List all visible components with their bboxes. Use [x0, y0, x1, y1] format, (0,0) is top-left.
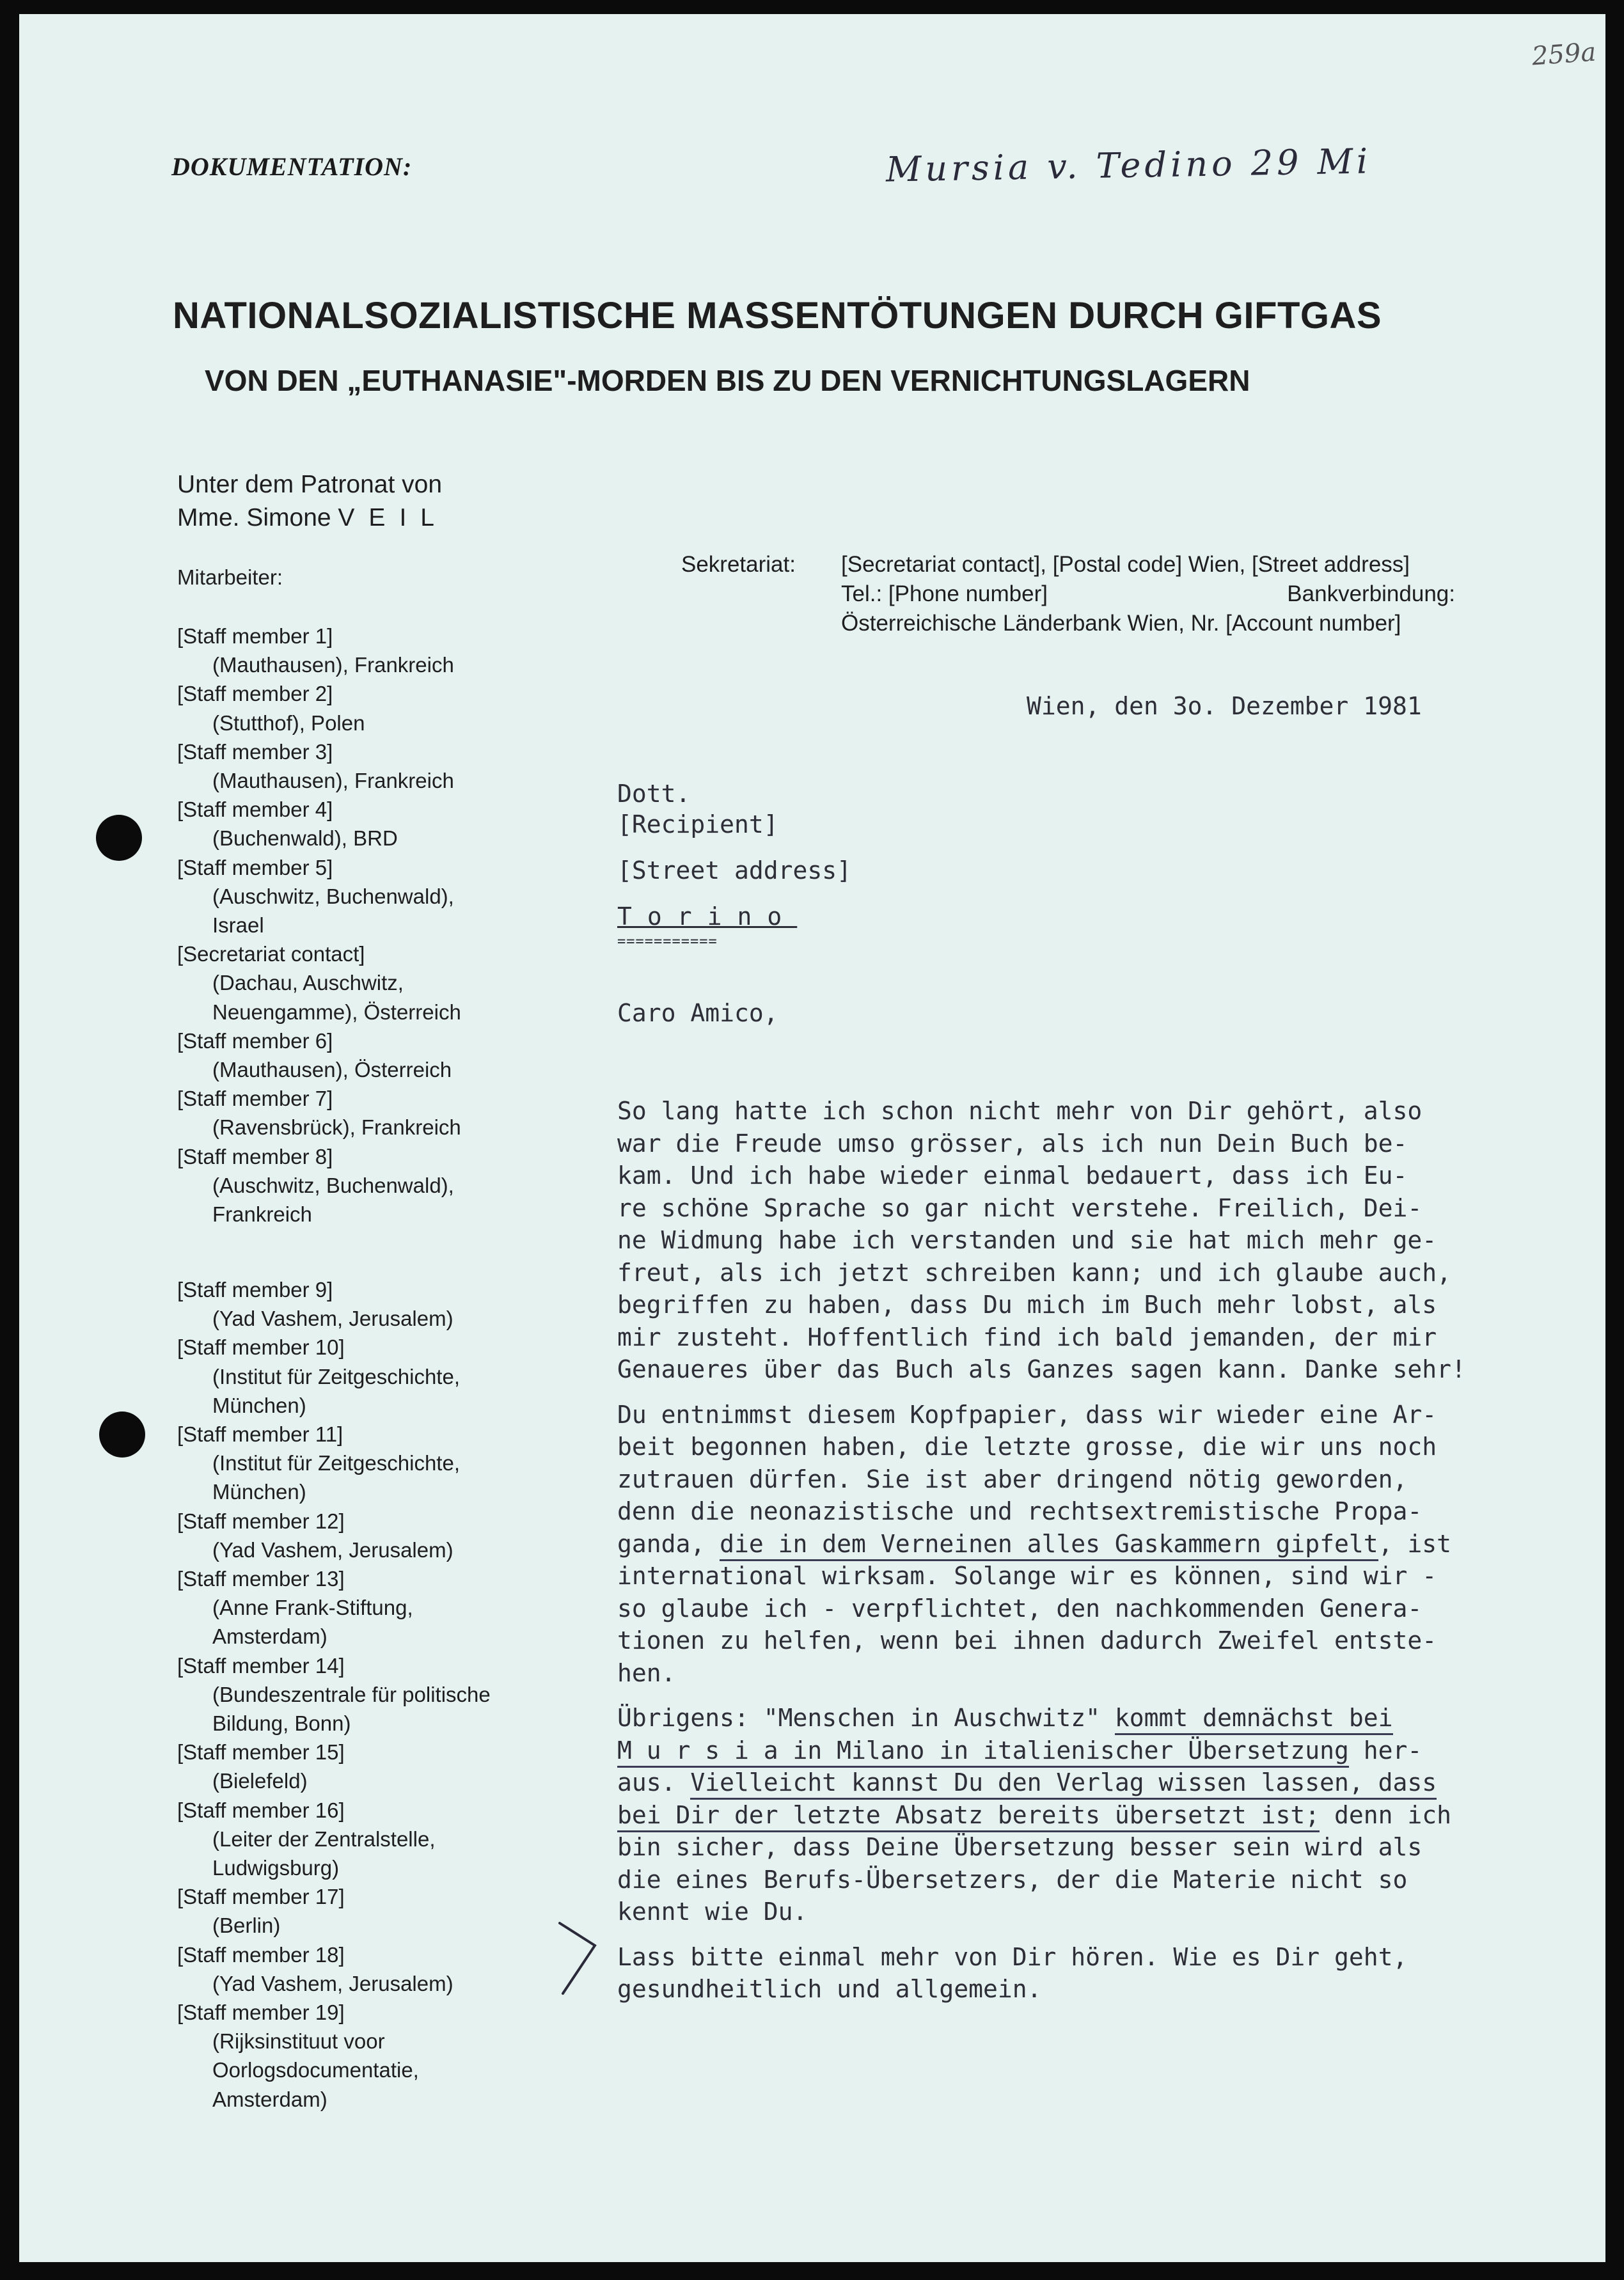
p2-line: , ist [1378, 1529, 1452, 1558]
collaborator-name: [Staff member 19] [177, 2001, 345, 2025]
p2-line: so glaube ich - verpflichtet, den nachkommenden Genera- [617, 1594, 1423, 1623]
collaborator-entry [177, 1564, 491, 1651]
collaborator-detail: (Bielefeld) [212, 1769, 308, 1793]
collaborator-entry [177, 1026, 461, 1084]
p1-line: mir zusteht. Hoffentlich find ich bald jemanden, der mir [617, 1323, 1437, 1351]
margin-check-mark [556, 1917, 601, 2000]
collaborators-label: Mitarbeiter: [177, 565, 283, 589]
collaborator-detail: Amsterdam) [212, 2087, 327, 2111]
salutation: Caro Amico, [617, 999, 778, 1027]
collaborator-detail: (Ravensbrück), Frankreich [212, 1115, 461, 1140]
letterhead-title: NATIONALSOZIALISTISCHE MASSENTÖTUNGEN DURCH GIFTGAS [173, 295, 1382, 336]
collaborator-name: [Staff member 9] [177, 1278, 333, 1301]
paragraph-4 [617, 1941, 1570, 2006]
collaborator-detail: Neuengamme), Österreich [212, 1000, 461, 1024]
p1-line: freut, als ich jetzt schreiben kann; und ich glaube auch, [617, 1258, 1452, 1287]
collaborator-detail: (Berlin) [212, 1914, 281, 1938]
collaborator-entry [177, 795, 461, 853]
p3-line: kennt wie Du. [617, 1898, 808, 1926]
collaborator-detail: München) [212, 1480, 306, 1504]
patron-surname: VEIL [338, 504, 448, 531]
secretariat-details [841, 550, 1455, 638]
paragraph-2 [617, 1399, 1570, 1690]
collaborator-detail: (Auschwitz, Buchenwald), [212, 1173, 454, 1197]
collaborator-entry [177, 1420, 491, 1507]
collaborator-entry [177, 1796, 491, 1883]
p3-line: denn ich [1320, 1800, 1452, 1829]
bank-label: Bankverbindung: [1287, 581, 1455, 606]
collaborator-detail: (Mauthausen), Österreich [212, 1058, 452, 1082]
page-number: 259a [1531, 37, 1597, 72]
p1-line: kam. Und ich habe wieder einmal bedauert, dass ich Eu- [617, 1161, 1408, 1190]
secretariat-phone: Tel.: [Phone number] [841, 581, 1048, 606]
p2-line: tionen zu helfen, wenn bei ihnen dadurch Zweifel entste- [617, 1626, 1437, 1655]
p1-line: Genaueres über das Buch als Ganzes sagen kann. Danke sehr! [617, 1355, 1466, 1383]
collaborator-detail: (Auschwitz, Buchenwald), [212, 884, 454, 908]
collaborator-name: [Staff member 14] [177, 1653, 345, 1678]
collaborator-entry [177, 1651, 491, 1738]
collaborator-detail: Oorlogsdocumentatie, [212, 2058, 419, 2082]
collaborator-name: [Staff member 10] [177, 1335, 345, 1360]
paragraph-3 [617, 1702, 1570, 1928]
collaborator-name: [Staff member 17] [177, 1885, 345, 1909]
collaborator-name: [Staff member 13] [177, 1567, 345, 1591]
collaborator-entry [177, 679, 461, 737]
p4-line: Lass bitte einmal mehr von Dir hören. Wie es Dir geht, [617, 1942, 1408, 1971]
collaborator-detail: (Anne Frank-Stiftung, [212, 1596, 413, 1620]
secretariat-address: [Secretariat contact], [Postal code] Wien, [Street address] [841, 552, 1410, 577]
collaborator-entry [177, 1738, 491, 1795]
collaborator-name: [Staff member 18] [177, 1942, 345, 1967]
letter-date: Wien, den 3o. Dezember 1981 [1027, 692, 1422, 720]
p2-line: Du entnimmst diesem Kopfpapier, dass wir wieder eine Ar- [617, 1400, 1437, 1429]
letter-sheet [19, 14, 1605, 2262]
collaborator-entry [177, 940, 461, 1026]
collaborator-entry [177, 1142, 461, 1229]
secretariat-phone-line [841, 579, 1455, 609]
underlined-gas-chamber-denial: die in dem Verneinen alles Gaskammern gipfelt [720, 1530, 1378, 1561]
p2-line: international wirksam. Solange wir es können, sind wir - [617, 1562, 1437, 1590]
p4-line: gesundheitlich und allgemein. [617, 1975, 1042, 2003]
recipient-title: Dott. [617, 780, 691, 808]
collaborators-list-2 [177, 1275, 491, 2114]
collaborator-name: [Staff member 8] [177, 1144, 333, 1168]
collaborator-name: [Secretariat contact] [177, 942, 365, 966]
letter-body [617, 1095, 1570, 2018]
bank-details: Österreichische Länderbank Wien, Nr. [Account number] [841, 611, 1401, 636]
p1-line: So lang hatte ich schon nicht mehr von Dir gehört, also [617, 1097, 1423, 1125]
underlined-request: bei Dir der letzte Absatz bereits übersetzt ist; [617, 1801, 1320, 1832]
p2-line: ganda, [617, 1529, 720, 1558]
underlined-request: Vielleicht kannst Du den Verlag wissen lassen, dass [690, 1768, 1437, 1800]
collaborator-detail: (Yad Vashem, Jerusalem) [212, 1307, 453, 1331]
p3-line: die eines Berufs-Übersetzers, der die Materie nicht so [617, 1865, 1408, 1894]
recipient-address [617, 778, 851, 957]
recipient-city: Torino [617, 902, 798, 931]
collaborator-detail: Ludwigsburg) [212, 1856, 340, 1880]
handwritten-note: Mursia v. Tedino 29 Mi [885, 141, 1372, 190]
underlined-publisher-note: kommt demnächst bei [1115, 1704, 1393, 1735]
collaborator-name: [Staff member 4] [177, 798, 333, 822]
collaborator-detail: (Yad Vashem, Jerusalem) [212, 1537, 453, 1562]
collaborator-entry [177, 1333, 491, 1420]
p2-line: hen. [617, 1658, 676, 1687]
paragraph-1 [617, 1095, 1570, 1386]
bank-line [841, 609, 1455, 638]
patronage-line: Unter dem Patronat von [177, 471, 443, 498]
secretariat-address-line [841, 550, 1455, 579]
collaborator-detail: (Institut für Zeitgeschichte, [212, 1364, 460, 1388]
collaborator-entry [177, 1275, 491, 1333]
collaborator-detail: (Bundeszentrale für politische [212, 1682, 491, 1706]
collaborator-entry [177, 1940, 491, 1998]
collaborator-detail: Bildung, Bonn) [212, 1711, 351, 1736]
collaborator-name: [Staff member 15] [177, 1740, 345, 1765]
p2-line: zutrauen dürfen. Sie ist aber dringend nötig geworden, [617, 1465, 1408, 1493]
collaborator-detail: (Institut für Zeitgeschichte, [212, 1451, 460, 1475]
collaborator-name: [Staff member 16] [177, 1798, 345, 1822]
recipient-name: [Recipient] [617, 810, 778, 838]
collaborator-detail: (Dachau, Auschwitz, [212, 971, 404, 995]
recipient-street: [Street address] [617, 856, 852, 884]
patron-prefix: Mme. Simone [177, 504, 331, 531]
p1-line: ne Widmung habe ich verstanden und sie hat mich mehr ge- [617, 1226, 1437, 1254]
collaborator-detail: (Stutthof), Polen [212, 711, 365, 735]
collaborator-entry [177, 1084, 461, 1142]
city-double-underline: =========== [617, 934, 718, 950]
collaborator-entry [177, 1998, 491, 2114]
collaborator-entry [177, 737, 461, 795]
collaborator-detail: Amsterdam) [212, 1624, 327, 1649]
collaborator-entry [177, 853, 461, 940]
p3-line: aus. [617, 1768, 691, 1796]
collaborator-detail: München) [212, 1393, 306, 1417]
collaborator-detail: Frankreich [212, 1202, 312, 1227]
documentation-label: DOKUMENTATION: [171, 152, 413, 181]
collaborator-name: [Staff member 2] [177, 682, 333, 706]
p3-line: bin sicher, dass Deine Übersetzung besser sein wird als [617, 1833, 1423, 1861]
collaborator-detail: (Rijksinstituut voor [212, 2029, 385, 2054]
collaborator-detail: (Buchenwald), BRD [212, 826, 398, 851]
collaborators-list-1 [177, 622, 461, 1229]
letterhead-subtitle: VON DEN „EUTHANASIE"-MORDEN BIS ZU DEN VERNICHTUNGSLAGERN [205, 364, 1250, 397]
patron-name [177, 501, 448, 535]
p2-line: denn die neonazistische und rechtsextremistische Propa- [617, 1497, 1423, 1525]
collaborator-detail: (Mauthausen), Frankreich [212, 769, 454, 793]
collaborator-entry [177, 1507, 491, 1564]
collaborator-entry [177, 622, 461, 679]
collaborator-name: [Staff member 6] [177, 1028, 333, 1053]
p1-line: re schöne Sprache so gar nicht verstehe. Freilich, Dei- [617, 1193, 1423, 1222]
underlined-publisher-note: M u r s i a in Milano in italienischer Übersetzung [617, 1736, 1349, 1768]
punch-hole [99, 1411, 145, 1458]
collaborator-detail: (Mauthausen), Frankreich [212, 653, 454, 677]
collaborator-entry [177, 1882, 491, 1940]
p3-line: Übrigens: "Menschen in Auschwitz" [617, 1704, 1115, 1732]
punch-hole [96, 815, 142, 861]
p1-line: begriffen zu haben, dass Du mich im Buch mehr lobst, als [617, 1291, 1437, 1319]
collaborator-detail: (Leiter der Zentralstelle, [212, 1827, 436, 1851]
patronage-block [177, 468, 448, 535]
collaborator-name: [Staff member 3] [177, 739, 333, 764]
collaborator-name: [Staff member 1] [177, 624, 333, 648]
collaborator-detail: (Yad Vashem, Jerusalem) [212, 1971, 453, 1995]
secretariat-label: Sekretariat: [681, 552, 796, 577]
p2-line: beit begonnen haben, die letzte grosse, die wir uns noch [617, 1433, 1437, 1461]
p1-line: war die Freude umso grösser, als ich nun Dein Buch be- [617, 1129, 1408, 1158]
collaborator-name: [Staff member 12] [177, 1509, 345, 1533]
collaborator-name: [Staff member 11] [177, 1422, 343, 1447]
collaborator-detail: Israel [212, 913, 264, 938]
p3-line: her- [1348, 1736, 1423, 1765]
collaborator-name: [Staff member 7] [177, 1087, 333, 1111]
collaborator-name: [Staff member 5] [177, 855, 333, 879]
